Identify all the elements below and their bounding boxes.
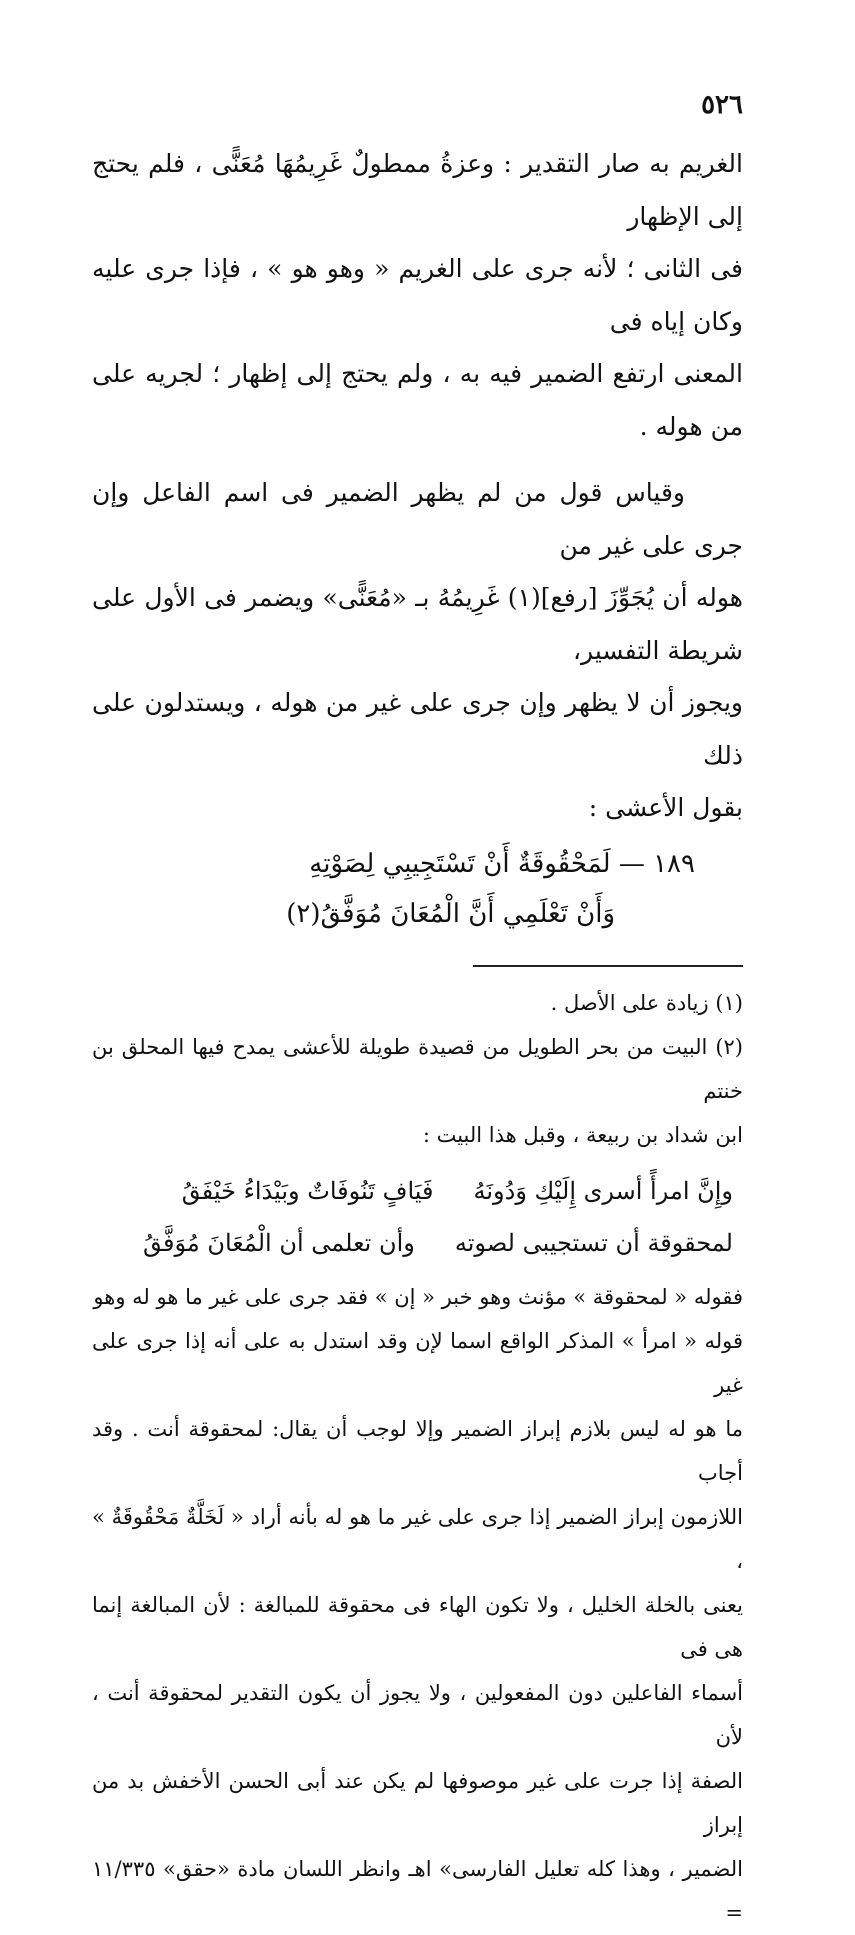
footnote-2-line: (٢) البيت من بحر الطويل من قصيدة طويلة للأعشى يمدح فيها المحلق بن خنتم — [92, 1034, 743, 1103]
verse-first-hemistich: ١٨٩ — لَمَحْقُوقَةٌ أَنْ تَسْتَجِيبِي لِصَوْتِهِ — [309, 848, 695, 879]
footnote-2-line: الصفة إذا جرت على غير موصوفها لم يكن عند أبى الحسن الأخفش بد من إبراز — [92, 1768, 743, 1837]
footnote-2-line: الضمير ، وهذا كله تعليل الفارسى» اهـ وانظر اللسان مادة «حقق» ١١/٣٣٥ = — [92, 1856, 743, 1925]
footnote-verse-hemistich: فَيَافٍ تَنُوفَاتٌ وبَيْدَاءُ خَيْفَقُ — [181, 1176, 434, 1205]
footnote-verse-hemistich: لمحقوقة أن تستجيبى لصوته — [454, 1228, 733, 1257]
footnote-1: (١) زيادة على الأصل . — [550, 990, 743, 1015]
main-line: فى الثانى ؛ لأنه جرى على الغريم « وهو هو » ، فإذا جرى عليه وكان إياه فى — [92, 254, 743, 336]
footnote-2-line: قوله « امرأ » المذكر الواقع اسما لإن وقد استدل به على أنه إذا جرى على غير — [92, 1328, 743, 1397]
main-text — [92, 138, 743, 835]
footnote-verse-row — [92, 1217, 743, 1269]
footnote-verse — [92, 1165, 743, 1269]
page-number: ٥٢٦ — [701, 90, 743, 120]
main-line: هوله أن يُجَوِّزَ [رفع](١) غَرِيمُهُ بـ «مُعَنًّى» ويضمر فى الأول على شريطة التفسير، — [92, 583, 743, 665]
footnote-2-line: يعنى بالخلة الخليل ، ولا تكون الهاء فى محقوقة للمبالغة : لأن المبالغة إنما هى فى — [92, 1592, 743, 1661]
main-line: ويجوز أن لا يظهر وإن جرى على غير من هوله ، ويستدلون على ذلك — [92, 688, 743, 770]
footnote-verse-hemistich: وأن تعلمى أن الْمُعَانَ مُوَفَّقُ — [142, 1228, 415, 1257]
footnote-verse-row — [92, 1165, 743, 1217]
footnote-2-line: فقوله « لمحقوقة » مؤنث وهو خبر « إن » فقد جرى على غير ما هو له وهو — [93, 1284, 743, 1309]
footnote-verse-hemistich: وإِنَّ امرأً أسرى إِلَيْكِ وَدُونَهُ — [473, 1176, 733, 1205]
main-line: الغريم به صار التقدير : وعزةُ ممطولٌ غَرِيمُهَا مُعَنًّى ، فلم يحتج إلى الإظهار — [92, 149, 743, 231]
footnote-2-line: أسماء الفاعلين دون المفعولين ، ولا يجوز أن يكون التقدير لمحقوقة أنت ، لأن — [92, 1680, 743, 1749]
footnotes — [92, 981, 743, 1935]
main-line: وقياس قول من لم يظهر الضمير فى اسم الفاعل وإن جرى على غير من — [92, 478, 743, 560]
footnote-2-line: ابن شداد بن ربيعة ، وقبل هذا البيت : — [422, 1122, 743, 1147]
poem-verse-189 — [92, 839, 743, 939]
footnote-2-line: ما هو له ليس بلازم إبراز الضمير وإلا لوجب أن يقال: لمحقوقة أنت . وقد أجاب — [92, 1416, 743, 1485]
footnote-2-line: اللازمون إبراز الضمير إذا جرى على غير ما هو له بأنه أراد « لَخَلَّةٌ مَحْقُوقَةٌ » ، — [92, 1504, 743, 1573]
main-line: المعنى ارتفع الضمير فيه به ، ولم يحتج إلى إظهار ؛ لجريه على من هوله . — [92, 359, 743, 441]
footnote-separator — [473, 965, 743, 967]
main-line: بقول الأعشى : — [588, 793, 743, 822]
verse-second-hemistich: وَأَنْ تَعْلَمِي أَنَّ الْمُعَانَ مُوَفَّقُ(٢) — [286, 898, 615, 929]
